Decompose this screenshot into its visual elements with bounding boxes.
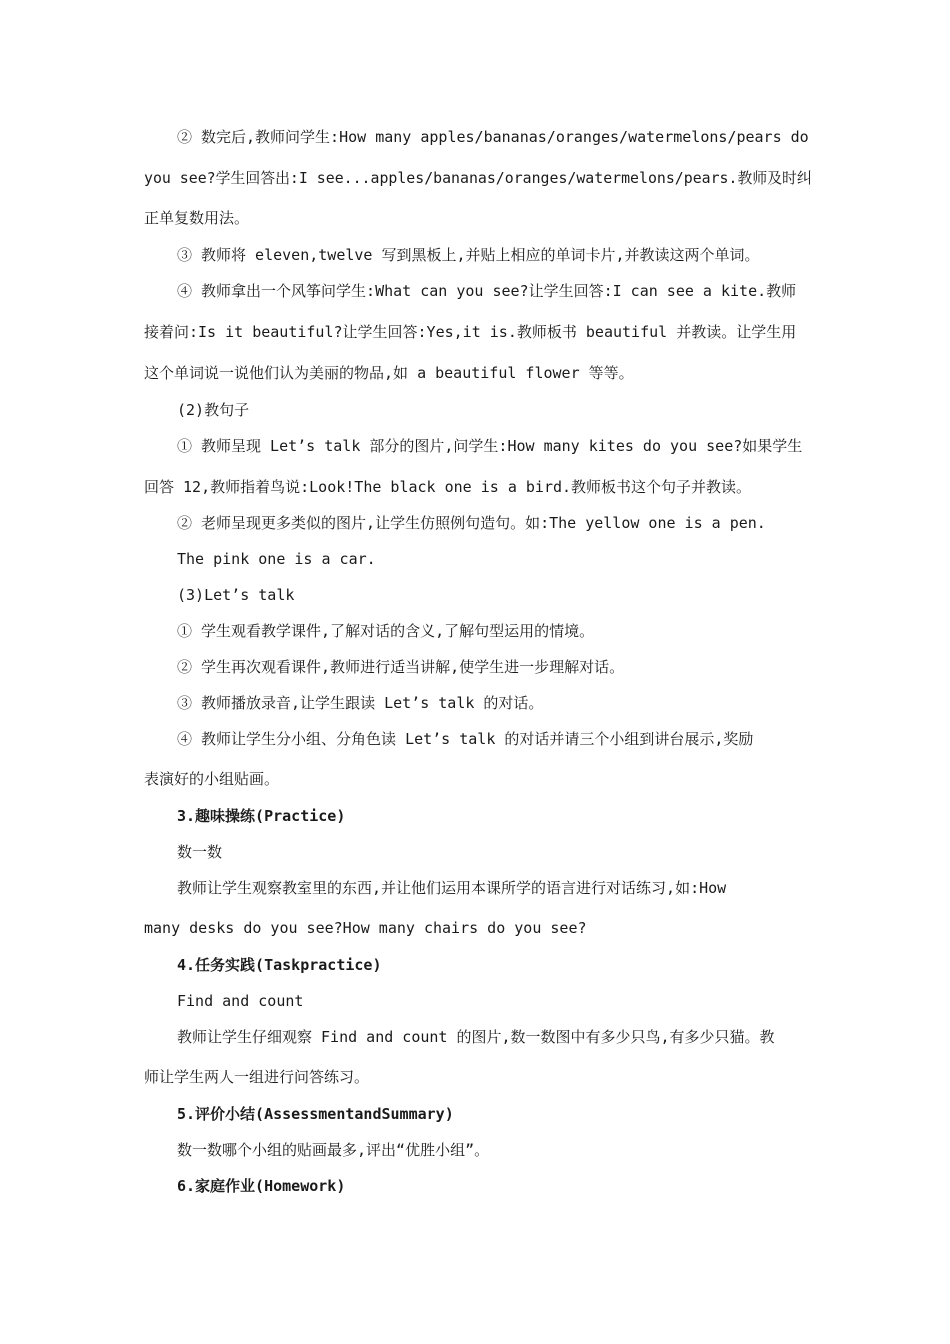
subheading: (2)教句子 xyxy=(177,401,250,419)
text-line: 回答 12,教师指着鸟说:Look!The black one is a bird.教师板书这个句子并教读。 xyxy=(144,478,752,496)
text-line: ④ 教师拿出一个风筝问学生:What can you see?让学生回答:I can see a kite.教师 xyxy=(177,282,797,300)
section-heading-practice: 3.趣味操练(Practice) xyxy=(177,807,346,825)
text-line: 师让学生两人一组进行问答练习。 xyxy=(144,1068,370,1086)
text-line: you see?学生回答出:I see...apples/bananas/oranges/watermelons/pears.教师及时纠 xyxy=(144,169,812,187)
text-line: 教师让学生仔细观察 Find and count 的图片,数一数图中有多少只鸟,有多少只猫。教 xyxy=(177,1028,775,1046)
text-line: The pink one is a car. xyxy=(177,550,376,568)
text-line: 数一数 xyxy=(177,843,223,861)
subheading: (3)Let’s talk xyxy=(177,586,295,604)
text-line: ③ 教师播放录音,让学生跟读 Let’s talk 的对话。 xyxy=(177,694,544,712)
text-line: Find and count xyxy=(177,992,304,1010)
text-line: ③ 教师将 eleven,twelve 写到黑板上,并贴上相应的单词卡片,并教读这两个单词。 xyxy=(177,246,760,264)
text-line: 教师让学生观察教室里的东西,并让他们运用本课所学的语言进行对话练习,如:How xyxy=(177,879,727,897)
text-line: ① 教师呈现 Let’s talk 部分的图片,问学生:How many kites do you see?如果学生 xyxy=(177,437,803,455)
text-line: many desks do you see?How many chairs do you see? xyxy=(144,919,587,937)
text-line: ② 老师呈现更多类似的图片,让学生仿照例句造句。如:The yellow one is a pen. xyxy=(177,514,766,532)
text-line: 表演好的小组贴画。 xyxy=(144,770,280,788)
text-line: ④ 教师让学生分小组、分角色读 Let’s talk 的对话并请三个小组到讲台展示,奖励 xyxy=(177,730,754,748)
text-line: ② 学生再次观看课件,教师进行适当讲解,使学生进一步理解对话。 xyxy=(177,658,625,676)
text-line: ① 学生观看教学课件,了解对话的含义,了解句型运用的情境。 xyxy=(177,622,595,640)
section-heading-homework: 6.家庭作业(Homework) xyxy=(177,1177,346,1195)
section-heading-assessment: 5.评价小结(AssessmentandSummary) xyxy=(177,1105,454,1123)
text-line: 正单复数用法。 xyxy=(144,209,250,227)
text-line: ② 数完后,教师问学生:How many apples/bananas/oranges/watermelons/pears do xyxy=(177,128,809,146)
text-line: 接着问:Is it beautiful?让学生回答:Yes,it is.教师板书 beautiful 并教读。让学生用 xyxy=(144,323,797,341)
section-heading-task-practice: 4.任务实践(Taskpractice) xyxy=(177,956,382,974)
text-line: 数一数哪个小组的贴画最多,评出“优胜小组”。 xyxy=(177,1141,490,1159)
text-line: 这个单词说一说他们认为美丽的物品,如 a beautiful flower 等等。 xyxy=(144,364,634,382)
